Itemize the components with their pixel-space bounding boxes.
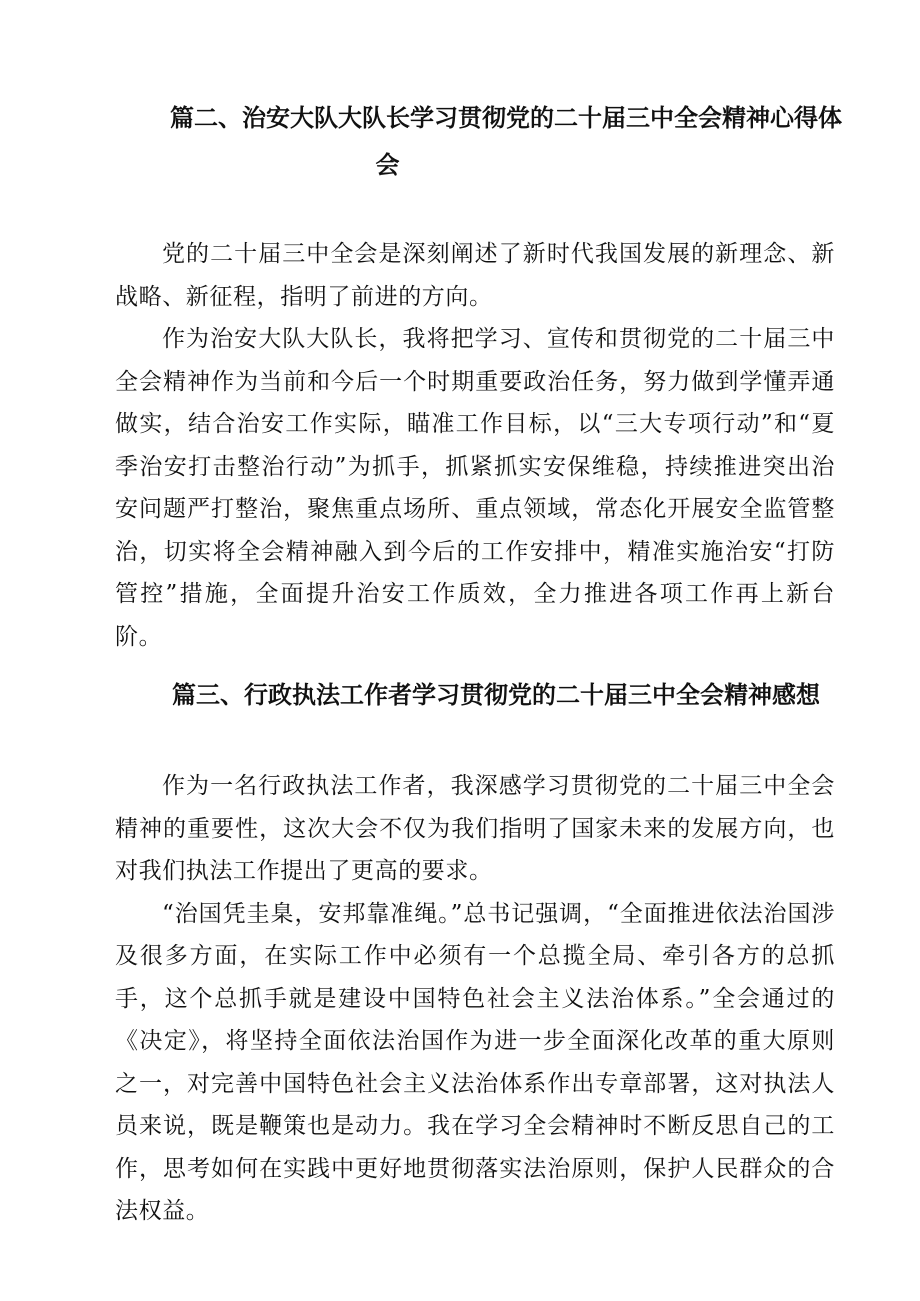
section-2-title-line2: 会 [375, 151, 400, 179]
section-2-paragraph-1: 党的二十届三中全会是深刻阐述了新时代我国发展的新理念、新战略、新征程，指明了前进的方向。 [115, 241, 835, 310]
section-2-title-line1: 篇二、治安大队大队长学习贯彻党的二十届三中全会精神心得体 [170, 104, 842, 132]
section-3-paragraph-1: 作为一名行政执法工作者，我深感学习贯彻党的二十届三中全会精神的重要性，这次大会不仅为我们指明了国家未来的发展方向，也对我们执法工作提出了更高的要求。 [115, 773, 835, 884]
section-2-paragraph-2: 作为治安大队大队长，我将把学习、宣传和贯彻党的二十届三中全会精神作为当前和今后一个时期重要政治任务，努力做到学懂弄通做实，结合治安工作实际，瞄准工作目标，以“三大专项行动”和“夏季治安打击整治行动”为抓手，抓紧抓实安保维稳，持续推进突出治安问题严打整治，聚焦重点场所、重点领域，常态化开展安全监管整治，切实将全会精神融入到今后的工作安排中，精准实施治安“打防管控”措施，全面提升治安工作质效，全力推进各项工作再上新台阶。 [115, 326, 835, 650]
section-3-title: 篇三、行政执法工作者学习贯彻党的二十届三中全会精神感想 [172, 681, 820, 709]
section-3-paragraph-2: “治国凭圭臬，安邦靠准绳。”总书记强调，“全面推进依法治国涉及很多方面，在实际工作中必须有一个总揽全局、牵引各方的总抓手，这个总抓手就是建设中国特色社会主义法治体系。”全会通过的《决定》，将坚持全面依法治国作为进一步全面深化改革的重大原则之一，对完善中国特色社会主义法治体系作出专章部署，这对执法人员来说，既是鞭策也是动力。我在学习全会精神时不断反思自己的工作，思考如何在实践中更好地贯彻落实法治原则，保护人民群众的合法权益。 [115, 900, 835, 1224]
section-3-body [115, 765, 835, 1233]
section-2-title [170, 95, 850, 189]
section-2-body [115, 233, 835, 658]
